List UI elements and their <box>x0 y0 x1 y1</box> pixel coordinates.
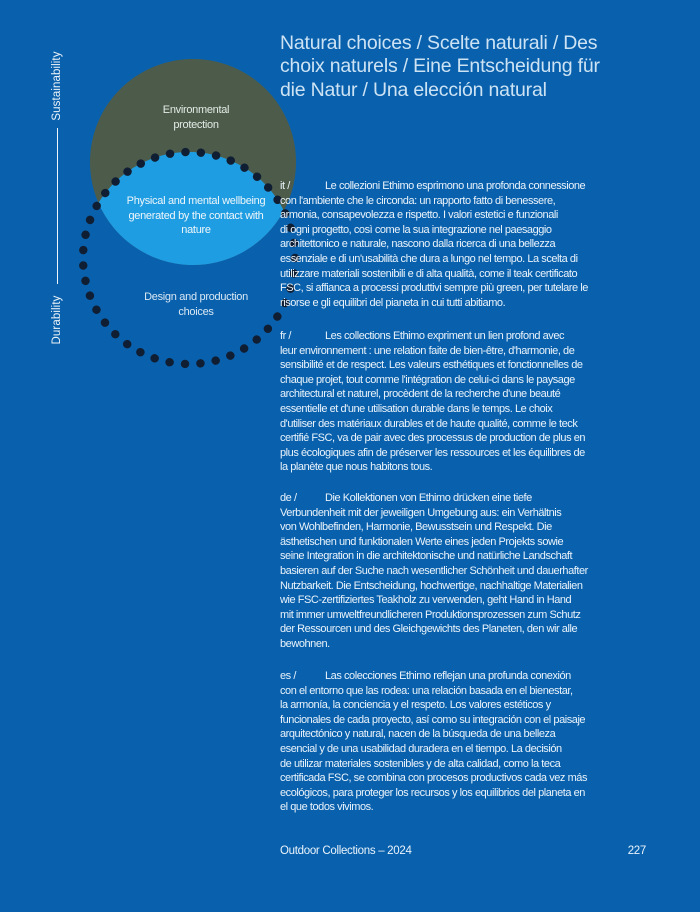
wellbeing-label: Physical and mental wellbeing generated by the contact with nature <box>126 195 266 236</box>
text-line: ästhetischen und funktionalen Werte eines jeden Projekts sowie <box>280 535 564 548</box>
paragraph-spanish <box>280 669 587 815</box>
text-line: ecológicos, para proteger los recursos y los equilibrios del planeta en <box>280 786 585 799</box>
design-production-label: Design and production choices <box>144 291 248 318</box>
text-line: mit immer umweltfreundlicheren Produktionsprozessen zum Schutz <box>280 608 581 621</box>
title-line-1: Natural choices / Scelte naturali / Des <box>280 32 598 54</box>
text-line: la planète que nous habitons tous. <box>280 461 433 474</box>
text-line: fr / Les collections Ethimo expriment un lien profond avec <box>280 330 565 342</box>
text-line: arquitectónico y natural, nacen de la búsqueda de una belleza <box>280 728 556 741</box>
text-line: funcionales de cada proyecto, así como su integración con el paisaje <box>280 713 586 726</box>
title-line-3: die Natur / Una elección natural <box>280 78 547 101</box>
language-code: it / <box>280 180 290 192</box>
environmental-protection-label: Environmental protection <box>162 104 230 131</box>
text-line: sensibilité et de respect. Les valeurs esthétiques et fonctionnelles de <box>280 359 583 372</box>
text-line: wie FSC-zertifiziertes Teakholz zu verwenden, geht Hand in Hand <box>280 594 572 607</box>
text-line: der Ressourcen und des Gleichgewichts des Planeten, den wir alle <box>280 623 578 636</box>
language-code: es / <box>280 670 296 682</box>
text-line: Nutzbarkeit. Die Entscheidung, hochwertige, nachhaltige Materialien <box>280 579 583 592</box>
paragraph-french <box>280 329 585 475</box>
text-line: de utilizar materiales sostenibles y de alta calidad, como la teca <box>280 757 561 770</box>
text-line: el que todos vivimos. <box>280 801 374 814</box>
text-line: bewohnen. <box>280 637 330 650</box>
text-line: plus écologiques afin de préserver les ressources et les équilibres de <box>280 446 585 459</box>
text-line: utilizzare materiali sostenibili e di alta qualità, come il teak certificato <box>280 267 578 280</box>
text-line: con el entorno que las rodea: una relación basada en el bienestar, <box>280 684 573 697</box>
text-line: di ogni progetto, così come la sua integrazione nel paesaggio <box>280 223 552 236</box>
text-line: architettonico e naturale, nascono dalla ricerca di una bellezza <box>280 238 556 251</box>
text-line: chaque projet, tout comme l'intégration de celui-ci dans le paysage <box>280 373 575 386</box>
text-line: it / Le collezioni Ethimo esprimono una profonda connessione <box>280 180 586 192</box>
page-title <box>280 32 600 102</box>
text-line: certifié FSC, va de pair avec des processus de production de plus en <box>280 432 586 445</box>
sustainability-label: Sustainability <box>51 51 63 121</box>
text-line: risorse e gli equilibri del pianeta in cui tutti abitiamo. <box>280 296 506 309</box>
text-line: Verbundenheit mit der jeweiligen Umgebung aus: ein Verhältnis <box>280 506 562 519</box>
footer-edition-label: Outdoor Collections – 2024 <box>280 845 412 857</box>
language-code: de / <box>280 492 297 504</box>
text-line: essenziale e di un'usabilità che dura a lungo nel tempo. La scelta di <box>280 252 578 265</box>
text-line: armonia, consapevolezza e rispetto. I valori estetici e funzionali <box>280 209 558 222</box>
text-line: d'utiliser des matériaux durables et de haute qualité, comme le teck <box>280 417 578 430</box>
text-line: certificada FSC, se combina con procesos productivos cada vez más <box>280 772 588 785</box>
text-line: basieren auf der Suche nach wesentlicher Schönheit und dauerhafter <box>280 564 588 577</box>
language-code: fr / <box>280 330 292 342</box>
text-line: seine Integration in die architektonische und natürliche Landschaft <box>280 550 573 563</box>
paragraph-german <box>280 491 588 652</box>
text-line: von Wohlbefinden, Harmonie, Bewusstsein und Respekt. Die <box>280 521 552 534</box>
durability-label: Durability <box>51 295 63 345</box>
text-line: con l'ambiente che le circonda: un rapporto fatto di benessere, <box>280 194 556 207</box>
text-line: essentielle et d'une utilisation durable dans le temps. Le choix <box>280 402 553 415</box>
text-line: es / Las colecciones Ethimo reflejan una profunda conexión <box>280 670 571 682</box>
paragraph-italian <box>280 179 588 310</box>
text-line: architectural et naturel, procèdent de la recherche d'une beauté <box>280 388 561 401</box>
text-line: esencial y de una usabilidad duradera en el tiempo. La decisión <box>280 742 562 755</box>
page-number: 227 <box>627 845 646 857</box>
text-line: FSC, si affianca a processi produttivi sempre più green, per tutelare le <box>280 282 588 295</box>
text-line: de / Die Kollektionen von Ethimo drücken eine tiefe <box>280 492 532 504</box>
title-line-2: choix naturels / Eine Entscheidung für <box>280 55 600 78</box>
text-line: la armonía, la conciencia y el respeto. Los valores estéticos y <box>280 699 551 712</box>
text-line: leur environnement : une relation faite de bien-être, d'harmonie, de <box>280 344 575 357</box>
